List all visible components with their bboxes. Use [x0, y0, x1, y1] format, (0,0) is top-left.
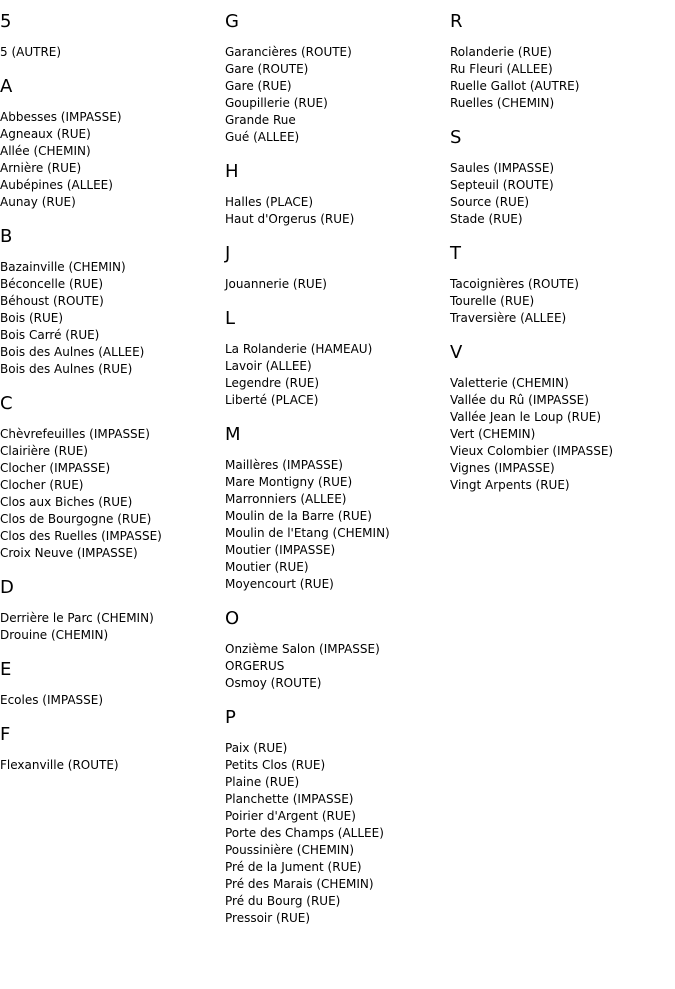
letter-section: [225, 307, 445, 409]
section-letter-heading: H: [225, 161, 239, 182]
section-letter-heading: S: [450, 127, 462, 148]
street-link[interactable]: Planchette (IMPASSE): [225, 792, 354, 806]
street-link[interactable]: Saules (IMPASSE): [450, 161, 555, 175]
street-list: [450, 276, 670, 327]
street-link[interactable]: Pré de la Jument (RUE): [225, 860, 362, 874]
street-link[interactable]: Derrière le Parc (CHEMIN): [0, 611, 154, 625]
street-link[interactable]: Porte des Champs (ALLEE): [225, 826, 384, 840]
street-link[interactable]: Onzième Salon (IMPASSE): [225, 642, 380, 656]
street-link[interactable]: 5 (AUTRE): [0, 45, 62, 59]
street-link[interactable]: Gare (RUE): [225, 79, 292, 93]
street-link[interactable]: Moutier (IMPASSE): [225, 543, 336, 557]
street-link[interactable]: Grande Rue: [225, 113, 296, 127]
street-list: [450, 44, 670, 112]
street-link[interactable]: Halles (PLACE): [225, 195, 314, 209]
street-link[interactable]: Gué (ALLEE): [225, 130, 300, 144]
street-list: [225, 44, 445, 146]
section-letter-heading: L: [225, 308, 236, 329]
street-link[interactable]: Clocher (IMPASSE): [0, 461, 111, 475]
street-link[interactable]: Vignes (IMPASSE): [450, 461, 555, 475]
section-letter-heading: 5: [0, 11, 12, 32]
street-link[interactable]: Pressoir (RUE): [225, 911, 311, 925]
street-link[interactable]: Vallée du Rû (IMPASSE): [450, 393, 589, 407]
street-link[interactable]: Ecoles (IMPASSE): [0, 693, 104, 707]
section-letter-heading: O: [225, 608, 240, 629]
street-link[interactable]: Béconcelle (RUE): [0, 277, 104, 291]
letter-section: [0, 225, 220, 378]
street-link[interactable]: Moutier (RUE): [225, 560, 309, 574]
letter-section: [225, 242, 445, 293]
street-link[interactable]: Croix Neuve (IMPASSE): [0, 546, 138, 560]
street-link[interactable]: Ruelles (CHEMIN): [450, 96, 555, 110]
street-link[interactable]: Lavoir (ALLEE): [225, 359, 312, 373]
street-link[interactable]: Moulin de l'Etang (CHEMIN): [225, 526, 390, 540]
street-link[interactable]: Vallée Jean le Loup (RUE): [450, 410, 602, 424]
street-link[interactable]: Septeuil (ROUTE): [450, 178, 554, 192]
street-link[interactable]: Vingt Arpents (RUE): [450, 478, 570, 492]
index-column: [225, 10, 445, 941]
street-list: [225, 276, 445, 293]
street-link[interactable]: Clos aux Biches (RUE): [0, 495, 133, 509]
street-list: [450, 160, 670, 228]
street-list: [225, 341, 445, 409]
street-link[interactable]: Mare Montigny (RUE): [225, 475, 353, 489]
section-letter-heading: B: [0, 226, 13, 247]
street-link[interactable]: Plaine (RUE): [225, 775, 300, 789]
street-link[interactable]: Flexanville (ROUTE): [0, 758, 119, 772]
street-link[interactable]: Marronniers (ALLEE): [225, 492, 347, 506]
street-link[interactable]: Aubépines (ALLEE): [0, 178, 113, 192]
section-letter-heading: M: [225, 424, 241, 445]
letter-section: [225, 160, 445, 228]
section-letter-heading: T: [450, 243, 461, 264]
section-letter-heading: F: [0, 724, 11, 745]
street-link[interactable]: Bazainville (CHEMIN): [0, 260, 126, 274]
letter-section: [0, 392, 220, 562]
street-link[interactable]: Traversière (ALLEE): [450, 311, 567, 325]
section-letter-heading: J: [225, 243, 231, 264]
street-link[interactable]: Agneaux (RUE): [0, 127, 91, 141]
section-letter-heading: A: [0, 76, 13, 97]
letter-section: [450, 10, 670, 112]
street-link[interactable]: Pré des Marais (CHEMIN): [225, 877, 374, 891]
street-link[interactable]: Bois (RUE): [0, 311, 64, 325]
street-list: [0, 757, 220, 774]
street-link[interactable]: Garancières (ROUTE): [225, 45, 352, 59]
letter-section: [450, 341, 670, 494]
letter-section: [225, 10, 445, 146]
street-link[interactable]: Clocher (RUE): [0, 478, 84, 492]
street-link[interactable]: Clos des Ruelles (IMPASSE): [0, 529, 162, 543]
street-link[interactable]: Gare (ROUTE): [225, 62, 309, 76]
street-list: [0, 610, 220, 644]
street-list: [225, 457, 445, 593]
street-link[interactable]: Ru Fleuri (ALLEE): [450, 62, 553, 76]
section-letter-heading: V: [450, 342, 463, 363]
letter-section: [0, 75, 220, 211]
street-link[interactable]: Vert (CHEMIN): [450, 427, 536, 441]
letter-section: [450, 242, 670, 327]
street-link[interactable]: Legendre (RUE): [225, 376, 320, 390]
letter-section: [0, 658, 220, 709]
street-link[interactable]: Clos de Bourgogne (RUE): [0, 512, 152, 526]
letter-section: [225, 706, 445, 927]
index-column: [450, 10, 670, 508]
street-link[interactable]: Jouannerie (RUE): [225, 277, 327, 291]
street-link[interactable]: Haut d'Orgerus (RUE): [225, 212, 355, 226]
street-link[interactable]: Poirier d'Argent (RUE): [225, 809, 356, 823]
street-link[interactable]: Osmoy (ROUTE): [225, 676, 322, 690]
street-link[interactable]: Paix (RUE): [225, 741, 288, 755]
street-link[interactable]: Aunay (RUE): [0, 195, 76, 209]
street-link[interactable]: Béhoust (ROUTE): [0, 294, 104, 308]
street-link[interactable]: Tacoignières (ROUTE): [450, 277, 579, 291]
street-link[interactable]: Petits Clos (RUE): [225, 758, 326, 772]
street-list: [0, 426, 220, 562]
letter-section: [0, 10, 220, 61]
street-link[interactable]: Moulin de la Barre (RUE): [225, 509, 372, 523]
section-letter-heading: C: [0, 393, 13, 414]
street-link[interactable]: Bois des Aulnes (ALLEE): [0, 345, 145, 359]
street-list: [0, 44, 220, 61]
letter-section: [225, 423, 445, 593]
section-letter-heading: P: [225, 707, 236, 728]
street-link[interactable]: La Rolanderie (HAMEAU): [225, 342, 373, 356]
index-column: [0, 10, 220, 788]
street-link[interactable]: ORGERUS: [225, 659, 285, 673]
street-link[interactable]: Goupillerie (RUE): [225, 96, 328, 110]
street-link[interactable]: Abbesses (IMPASSE): [0, 110, 122, 124]
street-link[interactable]: Ruelle Gallot (AUTRE): [450, 79, 580, 93]
street-link[interactable]: Arnière (RUE): [0, 161, 82, 175]
section-letter-heading: D: [0, 577, 14, 598]
street-link[interactable]: Chèvrefeuilles (IMPASSE): [0, 427, 150, 441]
street-link[interactable]: Maillères (IMPASSE): [225, 458, 343, 472]
street-link[interactable]: Allée (CHEMIN): [0, 144, 91, 158]
letter-section: [0, 576, 220, 644]
letter-section: [450, 126, 670, 228]
street-list: [225, 641, 445, 692]
street-list: [225, 194, 445, 228]
street-link[interactable]: Source (RUE): [450, 195, 530, 209]
street-link[interactable]: Clairière (RUE): [0, 444, 88, 458]
street-link[interactable]: Pré du Bourg (RUE): [225, 894, 341, 908]
street-link[interactable]: Valetterie (CHEMIN): [450, 376, 569, 390]
street-link[interactable]: Moyencourt (RUE): [225, 577, 334, 591]
street-link[interactable]: Drouine (CHEMIN): [0, 628, 109, 642]
street-link[interactable]: Poussinière (CHEMIN): [225, 843, 354, 857]
street-link[interactable]: Vieux Colombier (IMPASSE): [450, 444, 614, 458]
section-letter-heading: R: [450, 11, 463, 32]
street-link[interactable]: Bois Carré (RUE): [0, 328, 100, 342]
section-letter-heading: G: [225, 11, 239, 32]
street-link[interactable]: Liberté (PLACE): [225, 393, 319, 407]
section-letter-heading: E: [0, 659, 12, 680]
street-link[interactable]: Tourelle (RUE): [450, 294, 535, 308]
street-list: [0, 692, 220, 709]
street-list: [0, 259, 220, 378]
street-list: [450, 375, 670, 494]
street-list: [225, 740, 445, 927]
letter-section: [0, 723, 220, 774]
street-list: [0, 109, 220, 211]
street-link[interactable]: Stade (RUE): [450, 212, 523, 226]
letter-section: [225, 607, 445, 692]
street-link[interactable]: Rolanderie (RUE): [450, 45, 552, 59]
street-link[interactable]: Bois des Aulnes (RUE): [0, 362, 133, 376]
